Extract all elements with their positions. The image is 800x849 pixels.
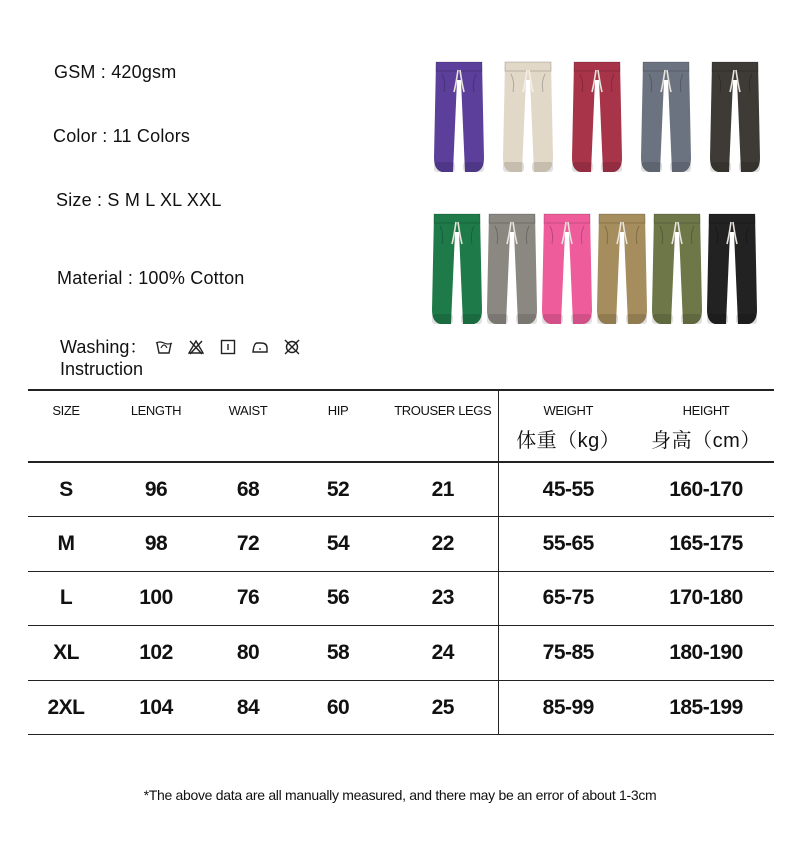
- table-row: [28, 626, 774, 681]
- cell-waist: 76: [236, 586, 260, 610]
- cell-waist: 68: [236, 477, 260, 501]
- cell-trouser-legs: 23: [431, 586, 454, 610]
- washing-icons: [155, 339, 301, 355]
- header-weight-label: WEIGHT: [543, 403, 594, 418]
- color-swatch-pant: [432, 58, 486, 174]
- cell-waist: 84: [236, 695, 260, 719]
- table-row: [28, 517, 774, 572]
- cell-hip: 58: [326, 641, 350, 665]
- header-hip: HIP: [327, 403, 349, 418]
- cell-height: 180-190: [669, 641, 743, 665]
- table-header-row: [28, 390, 774, 462]
- table-row: [28, 680, 774, 735]
- cell-length: 98: [144, 531, 168, 555]
- washing-label: Washing：: [60, 337, 148, 357]
- header-height-label: HEIGHT: [682, 403, 730, 418]
- header-height: [638, 390, 774, 462]
- spec-size: Size : S M L XL XXL: [56, 190, 222, 210]
- cell-length: 104: [139, 695, 173, 719]
- cell-trouser-legs: 24: [431, 641, 454, 665]
- cell-height: 165-175: [669, 531, 743, 555]
- cell-trouser-legs: 21: [431, 477, 454, 501]
- cell-size: 2XL: [47, 695, 85, 719]
- cell-size: M: [57, 531, 75, 555]
- cell-weight: 85-99: [498, 680, 638, 735]
- color-swatch-pant: [595, 210, 649, 326]
- color-swatch-pant: [570, 58, 624, 174]
- spec-color: Color : 11 Colors: [53, 126, 191, 146]
- washing-label-2: Instruction: [60, 359, 144, 379]
- cell-height: 185-199: [669, 695, 743, 719]
- color-swatch-pant: [485, 210, 539, 326]
- cell-hip: 54: [326, 531, 350, 555]
- hand-wash-icon: [155, 339, 173, 355]
- do-not-bleach-icon: [187, 339, 205, 355]
- cell-height: 160-170: [669, 477, 743, 501]
- color-swatch-pant: [650, 210, 704, 326]
- header-size: SIZE: [52, 403, 80, 418]
- cell-size: XL: [53, 641, 79, 665]
- color-swatch-pant: [540, 210, 594, 326]
- cell-hip: 52: [326, 477, 350, 501]
- color-swatch-pant: [501, 58, 555, 174]
- color-swatch-pant: [430, 210, 484, 326]
- tumble-dry-icon: [219, 339, 237, 355]
- cell-height: 170-180: [669, 586, 743, 610]
- color-swatch-pant: [705, 210, 759, 326]
- table-row: [28, 462, 774, 517]
- cell-hip: 56: [326, 586, 350, 610]
- cell-waist: 72: [236, 531, 260, 555]
- header-waist: WAIST: [228, 403, 268, 418]
- cell-size: S: [59, 477, 73, 501]
- cell-length: 102: [139, 641, 173, 665]
- cell-trouser-legs: 22: [431, 531, 454, 555]
- cell-waist: 80: [236, 641, 260, 665]
- color-swatch-pant: [639, 58, 693, 174]
- cell-length: 100: [139, 586, 173, 610]
- cell-hip: 60: [326, 695, 350, 719]
- cell-weight: 55-65: [498, 517, 638, 572]
- cell-weight: 65-75: [498, 571, 638, 626]
- cell-weight: 45-55: [498, 462, 638, 517]
- spec-material: Material : 100% Cotton: [57, 268, 245, 288]
- do-not-dry-clean-icon: [283, 339, 301, 355]
- spec-gsm: GSM : 420gsm: [54, 62, 177, 82]
- cell-size: L: [59, 586, 73, 610]
- size-table: [28, 389, 774, 735]
- header-length: LENGTH: [130, 403, 182, 418]
- cell-trouser-legs: 25: [431, 695, 454, 719]
- header-height-cn: 身高（cm）: [651, 430, 761, 452]
- cell-weight: 75-85: [498, 626, 638, 681]
- table-row: [28, 571, 774, 626]
- measurement-note: *The above data are all manually measured, and there may be an error of about 1-3cm: [143, 787, 657, 803]
- header-weight-cn: 体重（kg）: [516, 430, 621, 452]
- washing-instruction: [60, 336, 301, 380]
- iron-icon: [251, 339, 269, 355]
- header-weight: [498, 390, 638, 462]
- color-swatches: [428, 58, 768, 328]
- header-trouser-legs: TROUSER LEGS: [394, 403, 492, 418]
- cell-length: 96: [144, 477, 168, 501]
- color-swatch-pant: [708, 58, 762, 174]
